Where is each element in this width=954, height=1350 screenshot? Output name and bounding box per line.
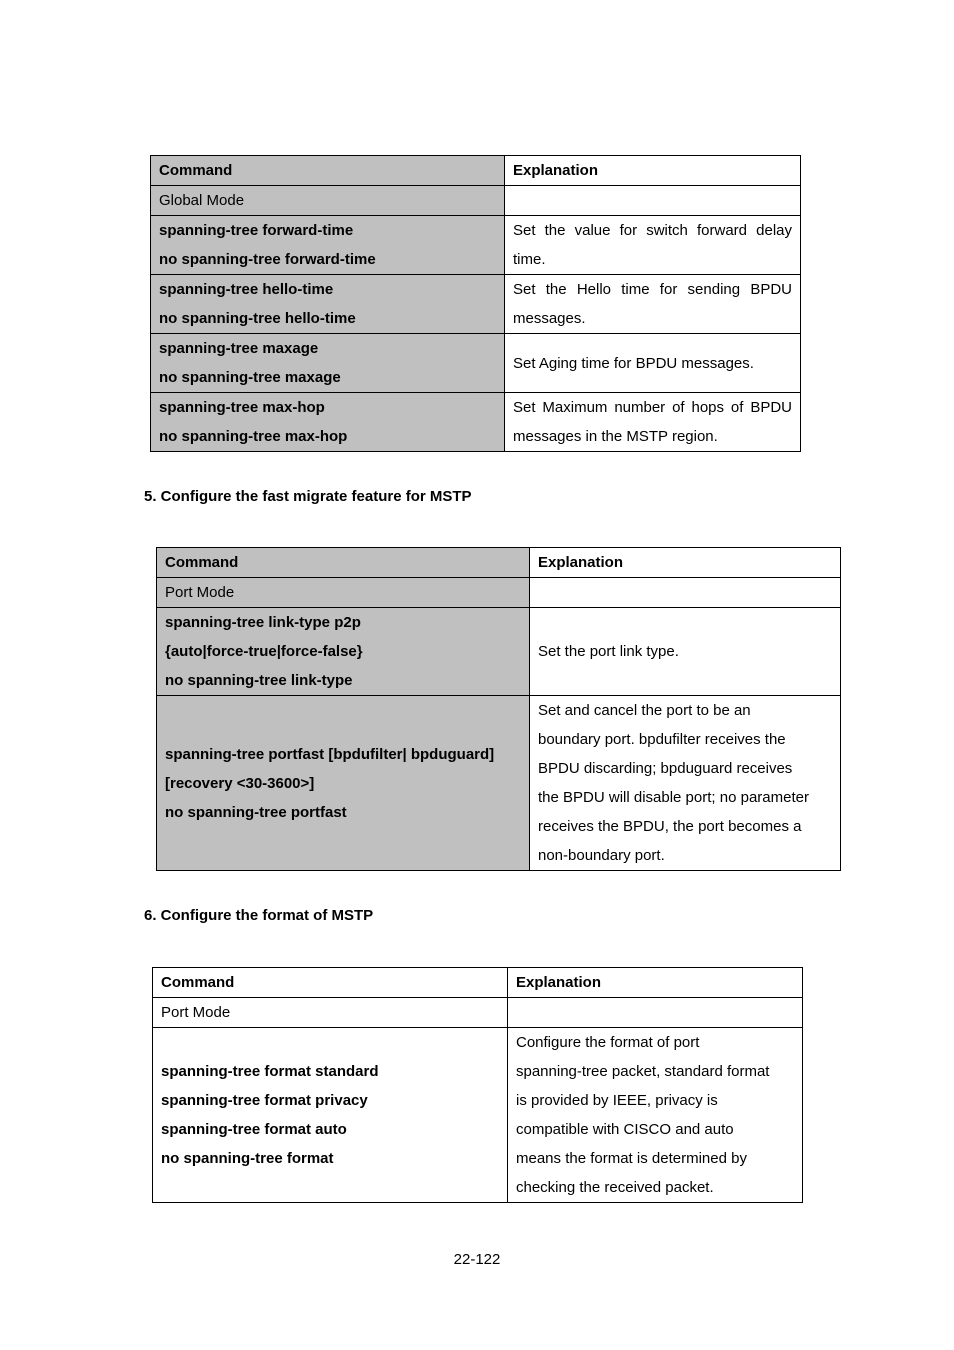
column-header-command: Command: [157, 548, 530, 578]
command-text: spanning-tree format standard: [161, 1063, 379, 1080]
command-text: no spanning-tree link-type: [165, 672, 353, 689]
explanation-line: Set and cancel the port to be an: [538, 702, 751, 719]
table-fast-migrate: [156, 547, 841, 871]
command-cell: [151, 393, 505, 452]
explanation-cell: Set the value for switch forward delay time.: [505, 216, 801, 275]
command-cell: [151, 216, 505, 275]
mode-explanation-empty: [508, 998, 803, 1028]
explanation-cell: [508, 1028, 803, 1203]
column-header-explanation: Explanation: [530, 548, 841, 578]
explanation-line: the BPDU will disable port; no parameter: [538, 789, 809, 806]
explanation-line: checking the received packet.: [516, 1179, 714, 1196]
column-header-explanation: Explanation: [508, 968, 803, 998]
explanation-line: receives the BPDU, the port becomes a: [538, 818, 802, 835]
mode-explanation-empty: [530, 578, 841, 608]
table-row: [151, 216, 801, 275]
command-text: no spanning-tree max-hop: [159, 428, 348, 445]
explanation-line: BPDU discarding; bpduguard receives: [538, 760, 793, 777]
explanation-cell: Set Maximum number of hops of BPDU messages in the MSTP region.: [505, 393, 801, 452]
explanation-line: boundary port. bpdufilter receives the: [538, 731, 786, 748]
command-text: no spanning-tree hello-time: [159, 310, 356, 327]
column-header-command: Command: [151, 156, 505, 186]
table-format: [152, 967, 803, 1203]
command-text: spanning-tree forward-time: [159, 222, 354, 239]
mode-label: Port Mode: [153, 998, 508, 1028]
table-row: [151, 275, 801, 334]
explanation-line: compatible with CISCO and auto: [516, 1121, 734, 1138]
column-header-command: Command: [153, 968, 508, 998]
explanation-cell: [530, 696, 841, 871]
command-text: spanning-tree maxage: [159, 340, 319, 357]
command-text: {auto|force-true|force-false}: [165, 643, 363, 660]
explanation-line: Configure the format of port: [516, 1034, 700, 1051]
command-text: no spanning-tree format: [161, 1150, 334, 1167]
explanation-line: spanning-tree packet, standard format: [516, 1063, 770, 1080]
explanation-cell: Set the port link type.: [530, 608, 841, 696]
command-text: [recovery <30-3600>]: [165, 774, 315, 792]
mode-label: Port Mode: [157, 578, 530, 608]
column-header-explanation: Explanation: [505, 156, 801, 186]
command-cell: [157, 696, 530, 871]
mode-explanation-empty: [505, 186, 801, 216]
command-text: spanning-tree max-hop: [159, 399, 325, 416]
command-cell: [153, 1028, 508, 1203]
mode-label: Global Mode: [151, 186, 505, 216]
command-text: no spanning-tree maxage: [159, 369, 341, 386]
explanation-line: non-boundary port.: [538, 847, 665, 864]
command-cell: [151, 334, 505, 393]
command-cell: [151, 275, 505, 334]
table-global-mode: [150, 155, 801, 452]
page-number: 22-122: [453, 1251, 501, 1268]
table-row: [157, 696, 841, 871]
explanation-line: is provided by IEEE, privacy is: [516, 1092, 718, 1109]
command-text: spanning-tree format privacy: [161, 1092, 368, 1109]
explanation-cell: Set the Hello time for sending BPDU messages.: [505, 275, 801, 334]
command-text: spanning-tree portfast [bpdufilter| bpduguard]: [165, 745, 495, 763]
table-row: [151, 393, 801, 452]
section-heading: 5. Configure the fast migrate feature for MSTP: [144, 488, 472, 505]
table-row: [153, 1028, 803, 1203]
command-text: no spanning-tree portfast: [165, 803, 347, 821]
command-text: spanning-tree format auto: [161, 1121, 347, 1138]
command-cell: [157, 608, 530, 696]
command-text: no spanning-tree forward-time: [159, 251, 376, 268]
table-row: [157, 608, 841, 696]
command-text: spanning-tree hello-time: [159, 281, 334, 298]
command-text: spanning-tree link-type p2p: [165, 614, 361, 631]
section-heading: 6. Configure the format of MSTP: [144, 907, 374, 924]
table-row: [151, 334, 801, 393]
explanation-line: means the format is determined by: [516, 1150, 747, 1167]
explanation-cell: Set Aging time for BPDU messages.: [505, 334, 801, 393]
